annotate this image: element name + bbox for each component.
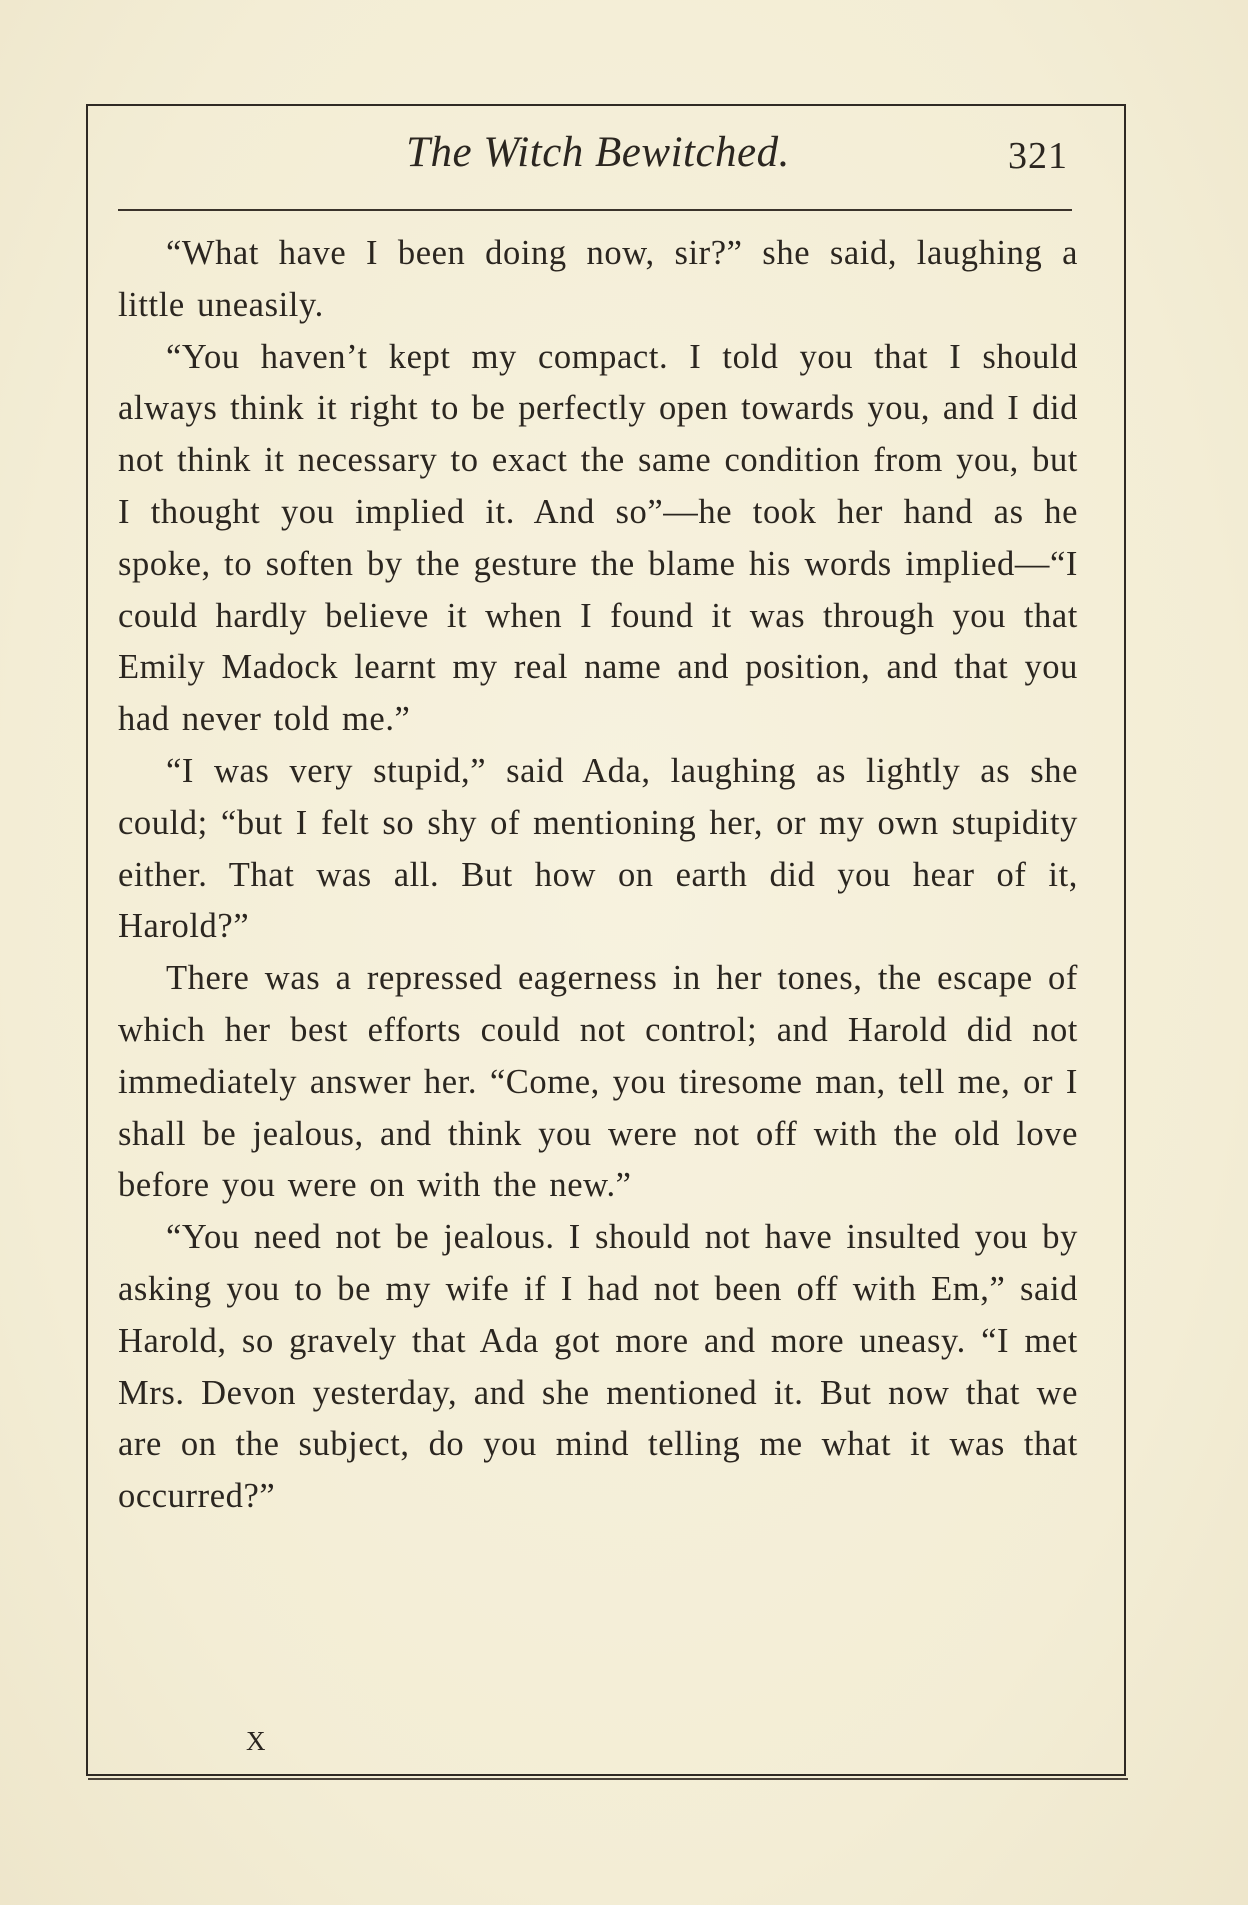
paragraph: “You haven’t kept my compact. I told you that I should always think it right to be perfectly open towards you, and I did not think it necessary to exact the same condition from you, but I thought you implied it. And so”—he took her hand as he spoke, to soften by the gesture the blame his words implied—“I could hardly believe it when I found it was through you that Emily Madock learnt my real name and position, and that you had never told me.”: [118, 337, 1078, 739]
page-header: [118, 124, 1078, 184]
page-border-bottom-shadow: [88, 1778, 1128, 1780]
paragraph: “You need not be jealous. I should not have insulted you by asking you to be my wife if I had not been off with Em,” said Harold, so gravely that Ada got more and more uneasy. “I met Mrs. Devon yesterday, and she mentioned it. But now that we are on the subject, do you mind telling me what it was that occurred?”: [118, 1218, 1078, 1516]
body-text: [118, 228, 1078, 1523]
header-rule: [118, 209, 1072, 211]
paragraph: There was a repressed eagerness in her tones, the escape of which her best efforts could not control; and Harold did not immediately answer her. “Come, you tiresome man, tell me, or I shall be jealous, and think you were not off with the old love before you were on with the new.”: [118, 959, 1078, 1205]
page-number: 321: [1008, 135, 1068, 177]
running-title: The Witch Bewitched.: [406, 129, 790, 176]
signature-mark: X: [246, 1726, 267, 1756]
paragraph: “What have I been doing now, sir?” she said, laughing a little uneasily.: [118, 234, 1078, 324]
paragraph: “I was very stupid,” said Ada, laughing as lightly as she could; “but I felt so shy of mentioning her, or my own stupidity either. That was all. But how on earth did you hear of it, Harold?”: [118, 751, 1078, 946]
